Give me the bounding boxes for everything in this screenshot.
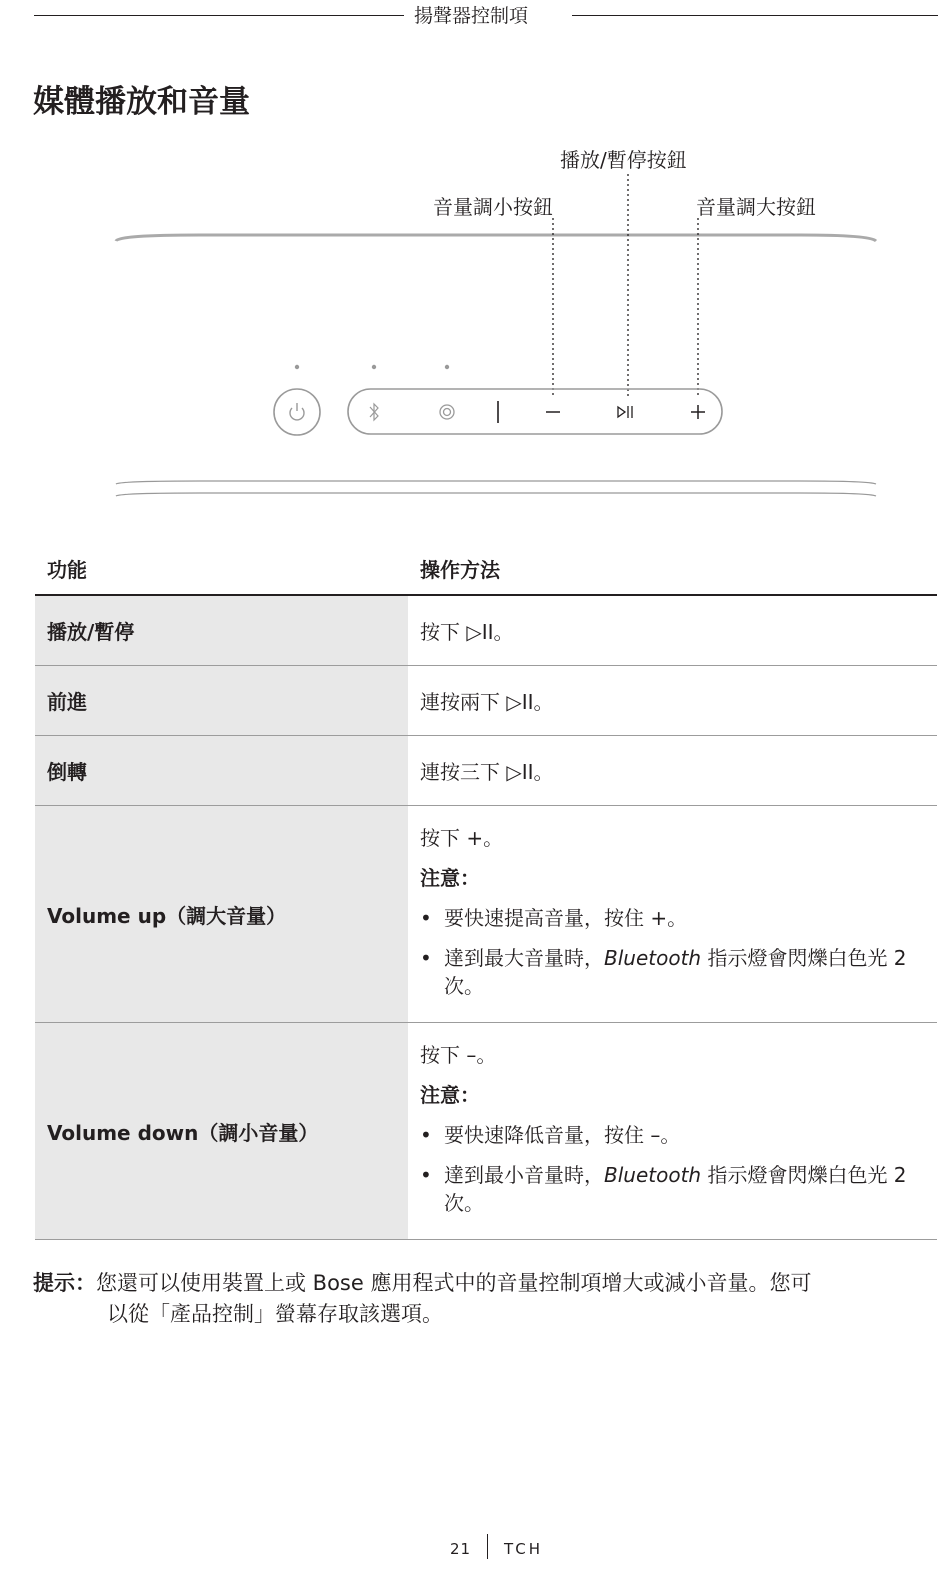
header-rule-right: [572, 15, 938, 16]
note-bullet: [420, 944, 925, 1000]
note-bullet: [420, 1161, 925, 1217]
table-row: [35, 736, 937, 806]
source-indicator-light: [445, 365, 449, 369]
note-label: 注意：: [420, 1083, 480, 1107]
bullet-text-pre: 達到最大音量時，: [444, 946, 604, 970]
bluetooth-term: Bluetooth: [604, 946, 702, 970]
power-icon: [290, 403, 304, 420]
source-icon: [440, 405, 454, 419]
speaker-bottom-edge-1: [116, 481, 876, 484]
tip-label: 提示：: [33, 1271, 96, 1295]
bullet-text: 要快速提高音量，按住 +。: [444, 906, 688, 930]
note-bullet: [420, 1121, 925, 1149]
note-label: 注意：: [420, 866, 480, 890]
page-number: 21: [450, 1540, 472, 1558]
row-action: 按下 –。: [420, 1043, 497, 1067]
tip-text-line2: 以從「產品控制」螢幕存取該選項。: [107, 1302, 443, 1326]
row-action: 按下 +。: [420, 826, 504, 850]
section-label: 揚聲器控制項: [414, 5, 529, 27]
row-action: 按下 ▷II。: [420, 620, 514, 644]
page-title: 媒體播放和音量: [33, 84, 250, 120]
row-action: 連按三下 ▷II。: [420, 760, 554, 784]
bullet-symbol: •: [420, 906, 432, 930]
control-panel-outline: [348, 389, 722, 434]
bullet-symbol: •: [420, 1163, 432, 1187]
bullet-symbol: •: [420, 1123, 432, 1147]
language-code: TCH: [504, 1540, 544, 1558]
play-pause-icon: [618, 406, 632, 418]
speaker-bottom-edge-2: [116, 493, 876, 496]
tip-paragraph: [33, 1268, 938, 1330]
table-header-row: [35, 548, 937, 596]
note-bullet: [420, 904, 925, 932]
callout-play-pause: 播放/暫停按鈕: [560, 148, 687, 172]
callout-volume-up: 音量調大按鈕: [696, 195, 816, 219]
row-function: 前進: [35, 666, 408, 735]
speaker-diagram: [0, 140, 950, 510]
column-header-method: 操作方法: [420, 558, 500, 582]
header-rule-left: [34, 15, 404, 16]
bluetooth-term: Bluetooth: [604, 1163, 702, 1187]
plus-icon: [691, 405, 705, 419]
tip-text-line1: 您還可以使用裝置上或 Bose 應用程式中的音量控制項增大或減小音量。您可: [96, 1271, 812, 1295]
bullet-symbol: •: [420, 946, 432, 970]
page-header: [34, 0, 938, 30]
power-button-outline: [274, 389, 320, 435]
table-row-volume-down: [35, 1023, 937, 1240]
controls-table: [35, 548, 937, 1240]
bullet-text-post: 指示燈會閃爍白色光 2 次。: [444, 1163, 907, 1215]
table-row: [35, 596, 937, 666]
row-function: Volume down（調小音量）: [35, 1023, 408, 1239]
callout-volume-down: 音量調小按鈕: [433, 195, 553, 219]
row-function: 倒轉: [35, 736, 408, 805]
column-header-function: 功能: [47, 558, 87, 582]
speaker-drawing: [0, 140, 950, 510]
page-footer: [0, 1534, 950, 1564]
footer-divider: [487, 1534, 488, 1559]
row-action: 連按兩下 ▷II。: [420, 690, 554, 714]
bluetooth-icon: [370, 404, 378, 420]
bullet-text: 要快速降低音量，按住 –。: [444, 1123, 681, 1147]
bluetooth-indicator-light: [372, 365, 376, 369]
row-function: Volume up（調大音量）: [35, 806, 408, 1022]
bullet-text-post: 指示燈會閃爍白色光 2 次。: [444, 946, 907, 998]
power-indicator-light: [295, 365, 299, 369]
table-row-volume-up: [35, 806, 937, 1023]
speaker-top-edge: [116, 235, 876, 241]
row-function: 播放/暫停: [35, 596, 408, 665]
table-row: [35, 666, 937, 736]
bullet-text-pre: 達到最小音量時，: [444, 1163, 604, 1187]
